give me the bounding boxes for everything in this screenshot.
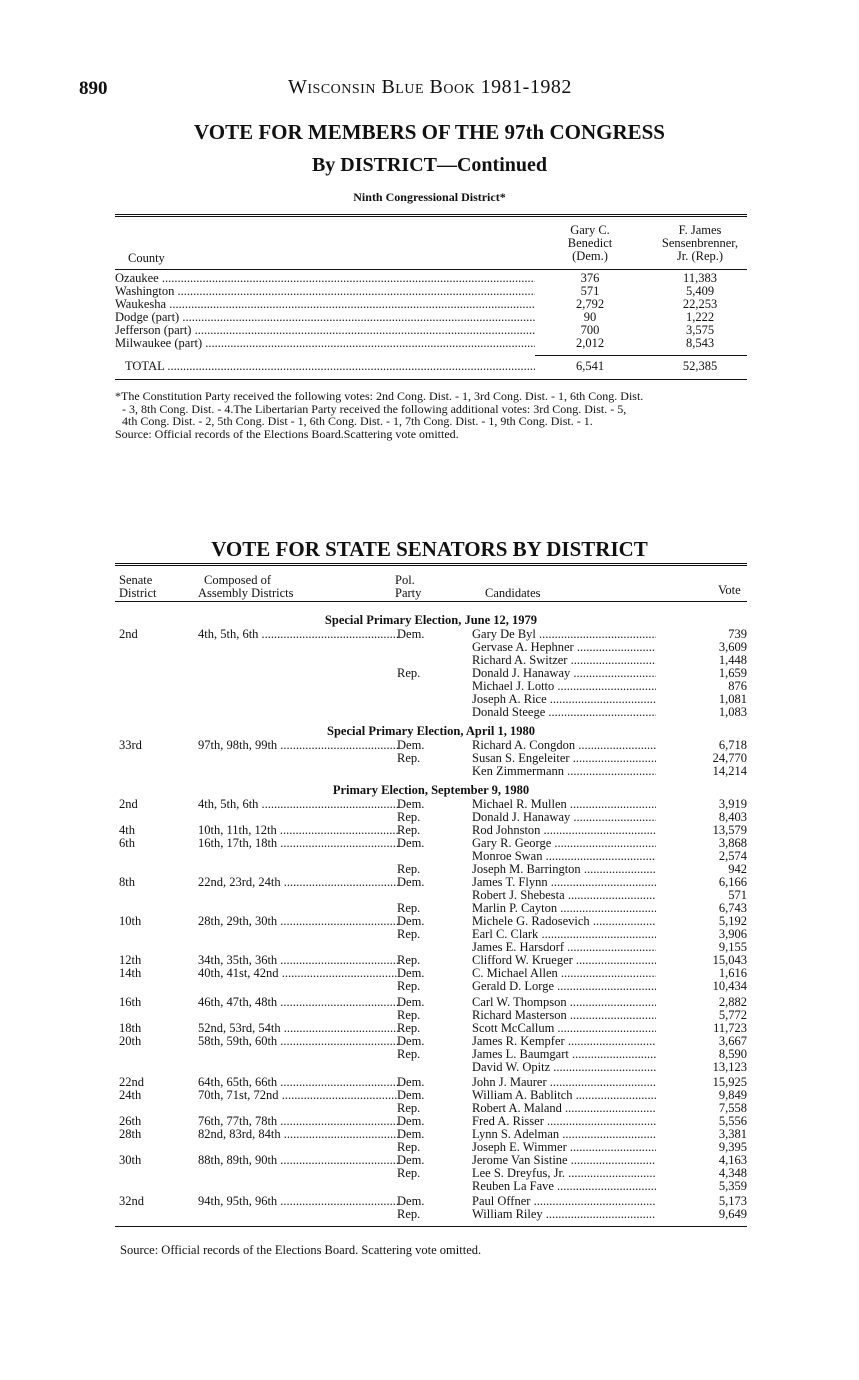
vote: 8,403	[718, 810, 747, 824]
vote: 9,395	[718, 1140, 747, 1154]
party: Rep.	[397, 1166, 421, 1180]
senate-district: 14th	[119, 966, 142, 980]
vote: 14,214	[712, 764, 747, 778]
table-row	[115, 1195, 747, 1208]
cand1-line2: Benedict	[567, 236, 613, 250]
sensenbrenner-vote: 22,253	[682, 297, 718, 311]
candidate: Richard Masterson .....	[472, 1009, 656, 1022]
assembly-districts: 46th, 47th, 48th .....	[198, 996, 398, 1009]
table-row	[115, 889, 747, 902]
table-row	[115, 902, 747, 915]
header-party	[395, 574, 421, 600]
table-row	[115, 837, 747, 850]
header-candidates: Candidates	[485, 586, 541, 600]
table-row	[115, 298, 745, 311]
party: Dem.	[397, 797, 425, 811]
vote: 4,348	[718, 1166, 747, 1180]
party: Rep.	[397, 1021, 421, 1035]
party: Dem.	[397, 1127, 425, 1141]
benedict-vote: 376	[580, 271, 600, 285]
party: Dem.	[397, 995, 425, 1009]
vote: 15,043	[712, 953, 747, 967]
candidate: Jerome Van Sistine .....	[472, 1154, 656, 1167]
footnote-line: - 3, 8th Cong. Dist. - 4.The Libertarian Party received the following additional votes: 3rd Cong. Dist. - 5,	[122, 401, 627, 416]
total-label: TOTAL .....	[125, 360, 535, 373]
vote: 739	[728, 627, 747, 641]
assembly-districts: 16th, 17th, 18th .....	[198, 837, 398, 850]
vote: 3,906	[718, 927, 747, 941]
senate-district: 8th	[119, 875, 135, 889]
candidate: James L. Baumgart .....	[472, 1048, 656, 1061]
vote: 1,616	[718, 966, 747, 980]
assembly-districts: 10th, 11th, 12th .....	[198, 824, 398, 837]
header-senate-district	[119, 574, 157, 600]
county-name: Dodge (part) .....	[115, 311, 535, 324]
party: Rep.	[397, 1101, 421, 1115]
candidate: David W. Opitz .....	[472, 1061, 656, 1074]
cand2-line2: Sensenbrenner,	[661, 236, 739, 250]
senators-source: Source: Official records of the Elections Board. Scattering vote omitted.	[120, 1243, 482, 1257]
table-row	[115, 654, 747, 667]
footnote-source: Source: Official records of the Elections Board.Scattering vote omitted.	[115, 426, 459, 441]
total-sensenbrenner: 52,385	[682, 359, 718, 373]
table-row	[115, 954, 747, 967]
footnote-line: *The Constitution Party received the following votes: 2nd Cong. Dist. - 1, 3rd Cong. Dist. - 1, 6th Cong. Dist.	[115, 389, 644, 403]
candidate: Michael J. Lotto .....	[472, 680, 656, 693]
party: Dem.	[397, 914, 425, 928]
party: Dem.	[397, 1088, 425, 1102]
vote: 15,925	[712, 1075, 747, 1089]
candidate: Earl C. Clark .....	[472, 928, 656, 941]
vote: 9,649	[718, 1207, 747, 1221]
table-row	[115, 996, 747, 1009]
candidate: Rod Johnston .....	[472, 824, 656, 837]
header-composed	[198, 574, 293, 600]
vote: 2,882	[718, 995, 747, 1009]
senate-district: 16th	[119, 995, 142, 1009]
candidate: Joseph M. Barrington .....	[472, 863, 656, 876]
table-row	[115, 1061, 747, 1074]
assembly-districts: 64th, 65th, 66th .....	[198, 1076, 398, 1089]
header-composed-of: Composed of	[204, 573, 272, 587]
cand1-line1: Gary C.	[570, 223, 610, 237]
assembly-districts: 4th, 5th, 6th .....	[198, 798, 398, 811]
county-name: Jefferson (part) .....	[115, 324, 535, 337]
table-row	[115, 1208, 747, 1221]
county-name: Milwaukee (part) .....	[115, 337, 535, 350]
vote: 13,579	[712, 823, 747, 837]
vote: 5,772	[718, 1008, 747, 1022]
congress-subtitle: By DISTRICT—Continued	[311, 154, 548, 176]
county-name: Ozaukee .....	[115, 272, 535, 285]
candidate: Gerald D. Lorge .....	[472, 980, 656, 993]
total-benedict: 6,541	[575, 359, 605, 373]
col-header-benedict	[545, 224, 635, 263]
party: Dem.	[397, 627, 425, 641]
header-party-label: Party	[395, 586, 422, 600]
vote: 5,359	[718, 1179, 747, 1193]
senate-district: 28th	[119, 1127, 142, 1141]
party: Dem.	[397, 1075, 425, 1089]
table-row	[115, 693, 747, 706]
vote: 13,123	[712, 1060, 747, 1074]
vote: 1,659	[718, 666, 747, 680]
vote: 3,609	[718, 640, 747, 654]
table-row	[115, 680, 747, 693]
table-top-rule	[115, 214, 747, 217]
party: Rep.	[397, 901, 421, 915]
senate-district: 24th	[119, 1088, 142, 1102]
running-head: Wisconsin Blue Book 1981-1982	[288, 76, 572, 98]
vote: 6,166	[718, 875, 747, 889]
table-row	[115, 967, 747, 980]
district-caption: Ninth Congressional District*	[353, 190, 506, 204]
candidate: Donald J. Hanaway .....	[472, 667, 656, 680]
table-row	[115, 1076, 747, 1089]
assembly-districts: 82nd, 83rd, 84th .....	[198, 1128, 398, 1141]
table-row	[115, 667, 747, 680]
senators-bottom-rule	[115, 1226, 747, 1227]
total-rule	[535, 355, 747, 356]
candidate: Susan S. Engeleiter .....	[472, 752, 656, 765]
header-pol: Pol.	[395, 573, 415, 587]
candidate: Michael R. Mullen .....	[472, 798, 656, 811]
congress-title: VOTE FOR MEMBERS OF THE 97th CONGRESS	[194, 120, 665, 144]
candidate: Richard A. Congdon .....	[472, 739, 656, 752]
benedict-vote: 2,792	[575, 297, 605, 311]
footnote-line: 4th Cong. Dist. - 2, 5th Cong. Dist - 1, 6th Cong. Dist. - 1, 7th Cong. Dist. - 1, 9th Cong. Dist. - 1.	[122, 414, 593, 428]
vote: 7,558	[718, 1101, 747, 1115]
party: Rep.	[397, 1047, 421, 1061]
assembly-districts: 52nd, 53rd, 54th .....	[198, 1022, 398, 1035]
table-row	[115, 1141, 747, 1154]
sensenbrenner-vote: 1,222	[685, 310, 715, 324]
table-row	[115, 1115, 747, 1128]
table-row	[115, 272, 745, 285]
senate-district: 12th	[119, 953, 142, 967]
senate-district: 18th	[119, 1021, 142, 1035]
senate-district: 10th	[119, 914, 142, 928]
vote: 5,556	[718, 1114, 747, 1128]
party: Rep.	[397, 979, 421, 993]
candidate: Carl W. Thompson .....	[472, 996, 656, 1009]
table-row	[115, 824, 747, 837]
table-row	[115, 1180, 747, 1193]
table-row	[115, 1102, 747, 1115]
vote: 3,868	[718, 836, 747, 850]
county-name: Washington .....	[115, 285, 535, 298]
section-heading: Special Primary Election, June 12, 1979	[324, 613, 538, 627]
candidate: William Riley .....	[472, 1208, 656, 1221]
col-header-sensenbrenner	[640, 224, 760, 263]
vote: 24,770	[712, 751, 747, 765]
vote: 2,574	[718, 849, 747, 863]
party: Rep.	[397, 810, 421, 824]
vote: 1,448	[718, 653, 747, 667]
vote: 9,155	[718, 940, 747, 954]
candidate: Clifford W. Krueger .....	[472, 954, 656, 967]
table-row	[115, 863, 747, 876]
sensenbrenner-vote: 3,575	[685, 323, 715, 337]
assembly-districts: 4th, 5th, 6th .....	[198, 628, 398, 641]
sensenbrenner-vote: 5,409	[685, 284, 715, 298]
senators-title: VOTE FOR STATE SENATORS BY DISTRICT	[211, 537, 648, 561]
header-vote: Vote	[718, 583, 741, 597]
candidate: Reuben La Fave .....	[472, 1180, 656, 1193]
header-assembly: Assembly Districts	[198, 586, 294, 600]
party: Rep.	[397, 666, 421, 680]
party: Rep.	[397, 862, 421, 876]
cand2-line1: F. James	[678, 223, 722, 237]
footnote	[115, 390, 750, 440]
candidate: Gary De Byl .....	[472, 628, 656, 641]
assembly-districts: 58th, 59th, 60th .....	[198, 1035, 398, 1048]
sensenbrenner-vote: 11,383	[683, 271, 717, 285]
vote: 942	[728, 862, 747, 876]
table-row	[115, 915, 747, 928]
candidate: Joseph E. Wimmer .....	[472, 1141, 656, 1154]
vote: 8,590	[718, 1047, 747, 1061]
assembly-districts: 70th, 71st, 72nd .....	[198, 1089, 398, 1102]
candidate: Monroe Swan .....	[472, 850, 656, 863]
section-heading: Primary Election, September 9, 1980	[332, 783, 530, 797]
county-name: Waukesha .....	[115, 298, 535, 311]
party: Rep.	[397, 751, 421, 765]
assembly-districts: 76th, 77th, 78th .....	[198, 1115, 398, 1128]
senate-district: 30th	[119, 1153, 142, 1167]
table-row	[115, 311, 745, 324]
table-row	[115, 1035, 747, 1048]
section-heading: Special Primary Election, April 1, 1980	[327, 724, 535, 738]
table-row	[115, 941, 747, 954]
table-row	[115, 1048, 747, 1061]
party: Dem.	[397, 1153, 425, 1167]
party: Rep.	[397, 953, 421, 967]
table-row	[115, 1128, 747, 1141]
candidate: John J. Maurer .....	[472, 1076, 656, 1089]
table-row	[115, 337, 745, 350]
header-senate: Senate	[119, 573, 153, 587]
party: Dem.	[397, 1114, 425, 1128]
assembly-districts: 28th, 29th, 30th .....	[198, 915, 398, 928]
candidate: Robert A. Maland .....	[472, 1102, 656, 1115]
table-row	[115, 876, 747, 889]
table-row	[115, 641, 747, 654]
assembly-districts: 22nd, 23rd, 24th .....	[198, 876, 398, 889]
table-row	[115, 628, 747, 641]
table-row	[115, 706, 747, 719]
table-row	[115, 1022, 747, 1035]
table-row	[115, 324, 745, 337]
candidate: Gary R. George .....	[472, 837, 656, 850]
col-header-county: County	[128, 251, 165, 265]
table-row	[115, 1089, 747, 1102]
table-row	[115, 811, 747, 824]
senate-district: 22nd	[119, 1075, 144, 1089]
table-row	[115, 1167, 747, 1180]
benedict-vote: 700	[580, 323, 600, 337]
vote: 11,723	[713, 1021, 747, 1035]
table-row	[115, 360, 745, 373]
table-row	[115, 739, 747, 752]
sensenbrenner-vote: 8,543	[685, 336, 715, 350]
candidate: Gervase A. Hephner .....	[472, 641, 656, 654]
candidate: James R. Kempfer .....	[472, 1035, 656, 1048]
senate-district: 26th	[119, 1114, 142, 1128]
benedict-vote: 90	[583, 310, 597, 324]
party: Dem.	[397, 738, 425, 752]
candidate: Robert J. Shebesta .....	[472, 889, 656, 902]
candidate: Fred A. Risser .....	[472, 1115, 656, 1128]
party: Rep.	[397, 1207, 421, 1221]
table-row	[115, 1154, 747, 1167]
senators-top-rule	[115, 563, 747, 566]
senate-district: 4th	[119, 823, 135, 837]
vote: 9,849	[718, 1088, 747, 1102]
candidate: Paul Offner .....	[472, 1195, 656, 1208]
senate-district: 2nd	[119, 797, 138, 811]
party: Dem.	[397, 875, 425, 889]
vote: 4,163	[718, 1153, 747, 1167]
vote: 5,192	[718, 914, 747, 928]
table-row	[115, 980, 747, 993]
table-row	[115, 850, 747, 863]
table-row	[115, 1009, 747, 1022]
candidate: Ken Zimmermann .....	[472, 765, 656, 778]
cand1-line3: (Dem.)	[572, 249, 608, 263]
party: Rep.	[397, 927, 421, 941]
assembly-districts: 94th, 95th, 96th .....	[198, 1195, 398, 1208]
candidate: Richard A. Switzer .....	[472, 654, 656, 667]
senate-district: 33rd	[119, 738, 142, 752]
party: Rep.	[397, 823, 421, 837]
vote: 6,718	[718, 738, 747, 752]
table-row	[115, 285, 745, 298]
candidate: Michele G. Radosevich .....	[472, 915, 656, 928]
candidate: Lee S. Dreyfus, Jr. .....	[472, 1167, 656, 1180]
party: Dem.	[397, 1194, 425, 1208]
table-row	[115, 928, 747, 941]
senate-district: 2nd	[119, 627, 138, 641]
candidate: James T. Flynn .....	[472, 876, 656, 889]
benedict-vote: 2,012	[575, 336, 605, 350]
vote: 876	[728, 679, 747, 693]
vote: 1,081	[718, 692, 747, 706]
assembly-districts: 88th, 89th, 90th .....	[198, 1154, 398, 1167]
candidate: Scott McCallum .....	[472, 1022, 656, 1035]
vote: 3,919	[718, 797, 747, 811]
table-row	[115, 765, 747, 778]
vote: 3,667	[718, 1034, 747, 1048]
vote: 6,743	[718, 901, 747, 915]
candidate: Joseph A. Rice .....	[472, 693, 656, 706]
senate-district: 6th	[119, 836, 135, 850]
candidate: James E. Harsdorf .....	[472, 941, 656, 954]
vote: 5,173	[718, 1194, 747, 1208]
candidate: Donald J. Hanaway .....	[472, 811, 656, 824]
senate-district: 20th	[119, 1034, 142, 1048]
table-row	[115, 752, 747, 765]
senators-header-rule	[115, 601, 747, 602]
vote: 571	[728, 888, 747, 902]
table-row	[115, 798, 747, 811]
assembly-districts: 34th, 35th, 36th .....	[198, 954, 398, 967]
header-district: District	[119, 586, 157, 600]
cand2-line3: Jr. (Rep.)	[676, 249, 724, 263]
party: Dem.	[397, 836, 425, 850]
table-bottom-rule	[115, 379, 747, 380]
candidate: Lynn S. Adelman .....	[472, 1128, 656, 1141]
senate-district: 32nd	[119, 1194, 144, 1208]
vote: 1,083	[718, 705, 747, 719]
candidate: C. Michael Allen .....	[472, 967, 656, 980]
candidate: William A. Bablitch .....	[472, 1089, 656, 1102]
benedict-vote: 571	[580, 284, 600, 298]
party: Dem.	[397, 966, 425, 980]
vote: 3,381	[718, 1127, 747, 1141]
party: Rep.	[397, 1008, 421, 1022]
party: Rep.	[397, 1140, 421, 1154]
party: Dem.	[397, 1034, 425, 1048]
candidate: Marlin P. Cayton .....	[472, 902, 656, 915]
assembly-districts: 40th, 41st, 42nd .....	[198, 967, 398, 980]
assembly-districts: 97th, 98th, 99th .....	[198, 739, 398, 752]
candidate: Donald Steege .....	[472, 706, 656, 719]
page-number: 890	[79, 78, 108, 99]
vote: 10,434	[712, 979, 747, 993]
header-bottom-rule	[115, 269, 747, 270]
